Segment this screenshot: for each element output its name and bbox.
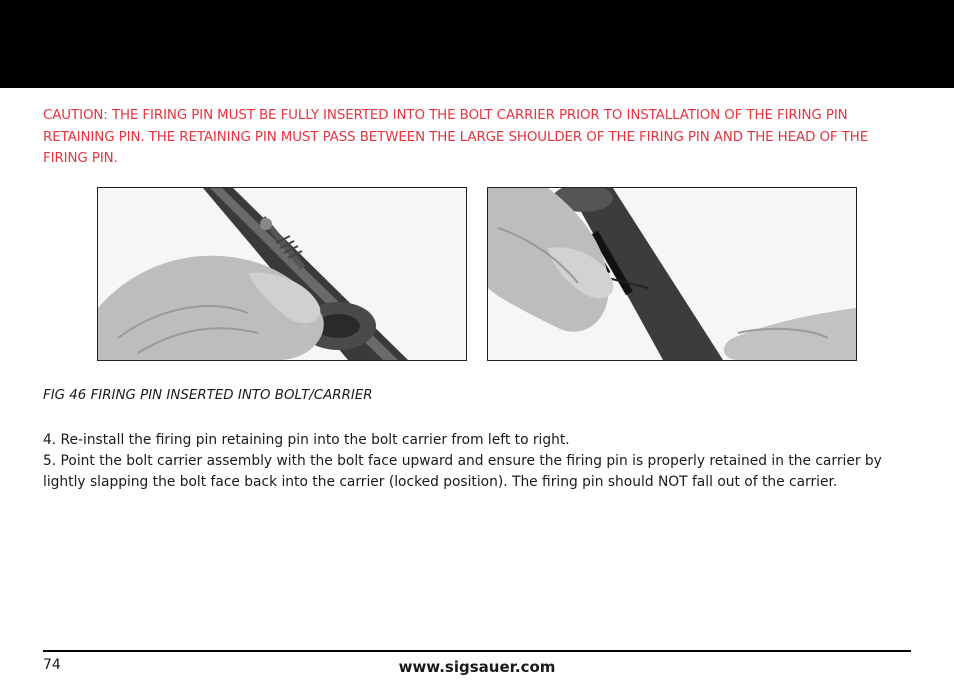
figure-photo-right (487, 187, 857, 361)
website-link[interactable]: www.sigsauer.com (398, 658, 556, 676)
page-number: 74 (43, 657, 61, 673)
figure-photo-left (97, 187, 467, 361)
step-4: 4. Re-install the firing pin retaining pin into the bolt carrier from left to right. (43, 432, 570, 448)
footer-divider (43, 650, 911, 652)
figure-caption: FIG 46 FIRING PIN INSERTED INTO BOLT/CARRIER (43, 388, 373, 403)
instruction-steps (43, 430, 913, 493)
caution-text: CAUTION: THE FIRING PIN MUST BE FULLY INSERTED INTO THE BOLT CARRIER PRIOR TO INSTALLATION OF THE FIRING PIN RETAINING PIN. THE RETAINING PIN MUST PASS BETWEEN THE LARGE SHOULDER OF THE FIRING PIN AND THE HEAD OF THE FIRING PIN. (43, 108, 869, 166)
header-bar (0, 0, 954, 88)
step-5: 5. Point the bolt carrier assembly with the bolt face upward and ensure the firing pin is properly retained in the carrier by lightly slapping the bolt face back into the carrier (locked position). The firing pin should NOT fall out of the carrier. (43, 453, 882, 490)
